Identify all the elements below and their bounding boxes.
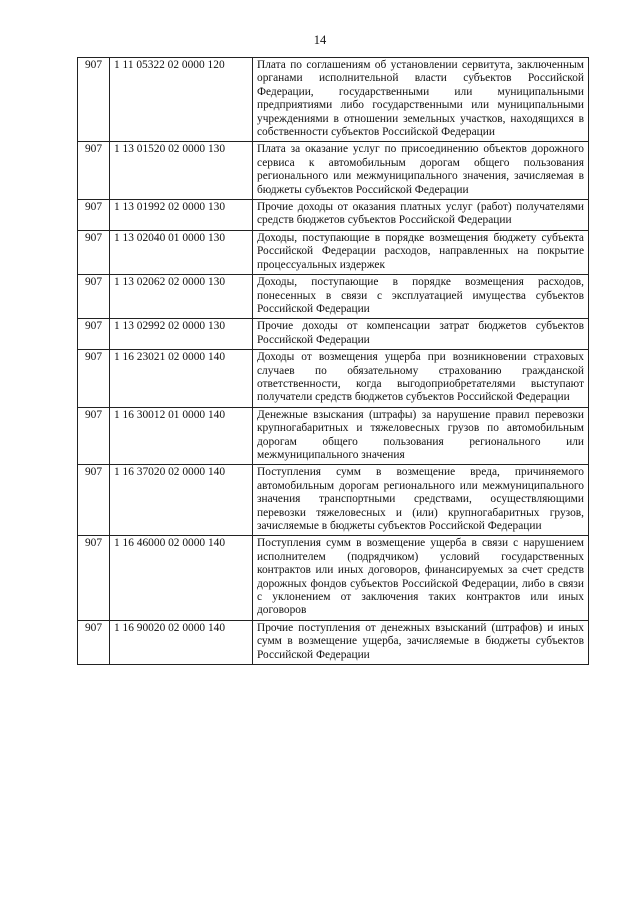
description-cell: Прочие доходы от оказания платных услуг (работ) получателями средств бюджетов субъектов Российской Федерации [253, 200, 589, 231]
admin-code-cell: 907 [78, 536, 110, 620]
admin-code-cell: 907 [78, 620, 110, 664]
admin-code-cell: 907 [78, 350, 110, 408]
table-row [78, 230, 589, 274]
page-number: 14 [313, 33, 327, 47]
budget-code-cell: 1 13 02040 01 0000 130 [110, 230, 253, 274]
table-row [78, 536, 589, 620]
table-row [78, 620, 589, 664]
description-cell: Поступления сумм в возмещение ущерба в связи с нарушением исполнителем (подрядчиком) условий государственных контрактов или иных договоров, финансируемых за счет средств дорожных фондов субъектов Российской Федерации, либо в связи с уклонением от заключения таких контрактов или иных договоров [253, 536, 589, 620]
description-cell: Плата за оказание услуг по присоединению объектов дорожного сервиса к автомобильным дорогам общего пользования регионального или межмуниципального значения, зачисляемая в бюджеты субъектов Российской Федерации [253, 142, 589, 200]
budget-code-cell: 1 13 02062 02 0000 130 [110, 275, 253, 319]
description-cell: Прочие доходы от компенсации затрат бюджетов субъектов Российской Федерации [253, 319, 589, 350]
budget-code-cell: 1 16 23021 02 0000 140 [110, 350, 253, 408]
table-row [78, 58, 589, 142]
budget-code-cell: 1 11 05322 02 0000 120 [110, 58, 253, 142]
table-body [78, 58, 589, 665]
budget-code-cell: 1 13 01520 02 0000 130 [110, 142, 253, 200]
admin-code-cell: 907 [78, 142, 110, 200]
admin-code-cell: 907 [78, 407, 110, 465]
admin-code-cell: 907 [78, 465, 110, 536]
table-row [78, 200, 589, 231]
budget-code-cell: 1 16 37020 02 0000 140 [110, 465, 253, 536]
table-row [78, 142, 589, 200]
description-cell: Доходы, поступающие в порядке возмещения бюджету субъекта Российской Федерации расходов, направленных на покрытие процессуальных издержек [253, 230, 589, 274]
budget-code-cell: 1 16 46000 02 0000 140 [110, 536, 253, 620]
table-row [78, 465, 589, 536]
description-cell: Доходы, поступающие в порядке возмещения расходов, понесенных в связи с эксплуатацией имущества субъектов Российской Федерации [253, 275, 589, 319]
table-row [78, 407, 589, 465]
budget-code-cell: 1 13 01992 02 0000 130 [110, 200, 253, 231]
description-cell: Доходы от возмещения ущерба при возникновении страховых случаев по обязательному страхованию гражданской ответственности, когда выгодоприобретателями выступают получатели средств бюджетов субъектов Российской Федерации [253, 350, 589, 408]
budget-code-cell: 1 16 30012 01 0000 140 [110, 407, 253, 465]
description-cell: Денежные взыскания (штрафы) за нарушение правил перевозки крупногабаритных и тяжеловесных грузов по автомобильным дорогам общего пользования регионального или межмуниципального значения [253, 407, 589, 465]
table-row [78, 275, 589, 319]
admin-code-cell: 907 [78, 230, 110, 274]
admin-code-cell: 907 [78, 58, 110, 142]
description-cell: Плата по соглашениям об установлении сервитута, заключенным органами исполнительной власти субъектов Российской Федерации, государственными или муниципальными предприятиями либо государственными или муниципальными учреждениями в отношении земельных участков, находящихся в собственности субъектов Российской Федерации [253, 58, 589, 142]
admin-code-cell: 907 [78, 319, 110, 350]
admin-code-cell: 907 [78, 200, 110, 231]
admin-code-cell: 907 [78, 275, 110, 319]
table-row [78, 350, 589, 408]
table-row [78, 319, 589, 350]
revenue-codes-table [77, 57, 589, 665]
description-cell: Прочие поступления от денежных взысканий (штрафов) и иных сумм в возмещение ущерба, зачисляемые в бюджеты субъектов Российской Федерации [253, 620, 589, 664]
budget-code-cell: 1 13 02992 02 0000 130 [110, 319, 253, 350]
budget-code-cell: 1 16 90020 02 0000 140 [110, 620, 253, 664]
description-cell: Поступления сумм в возмещение вреда, причиняемого автомобильным дорогам регионального или межмуниципального значения транспортными средствами, осуществляющими перевозки тяжеловесных и (или) крупногабаритных грузов, зачисляемые в бюджеты субъектов Российской Федерации [253, 465, 589, 536]
